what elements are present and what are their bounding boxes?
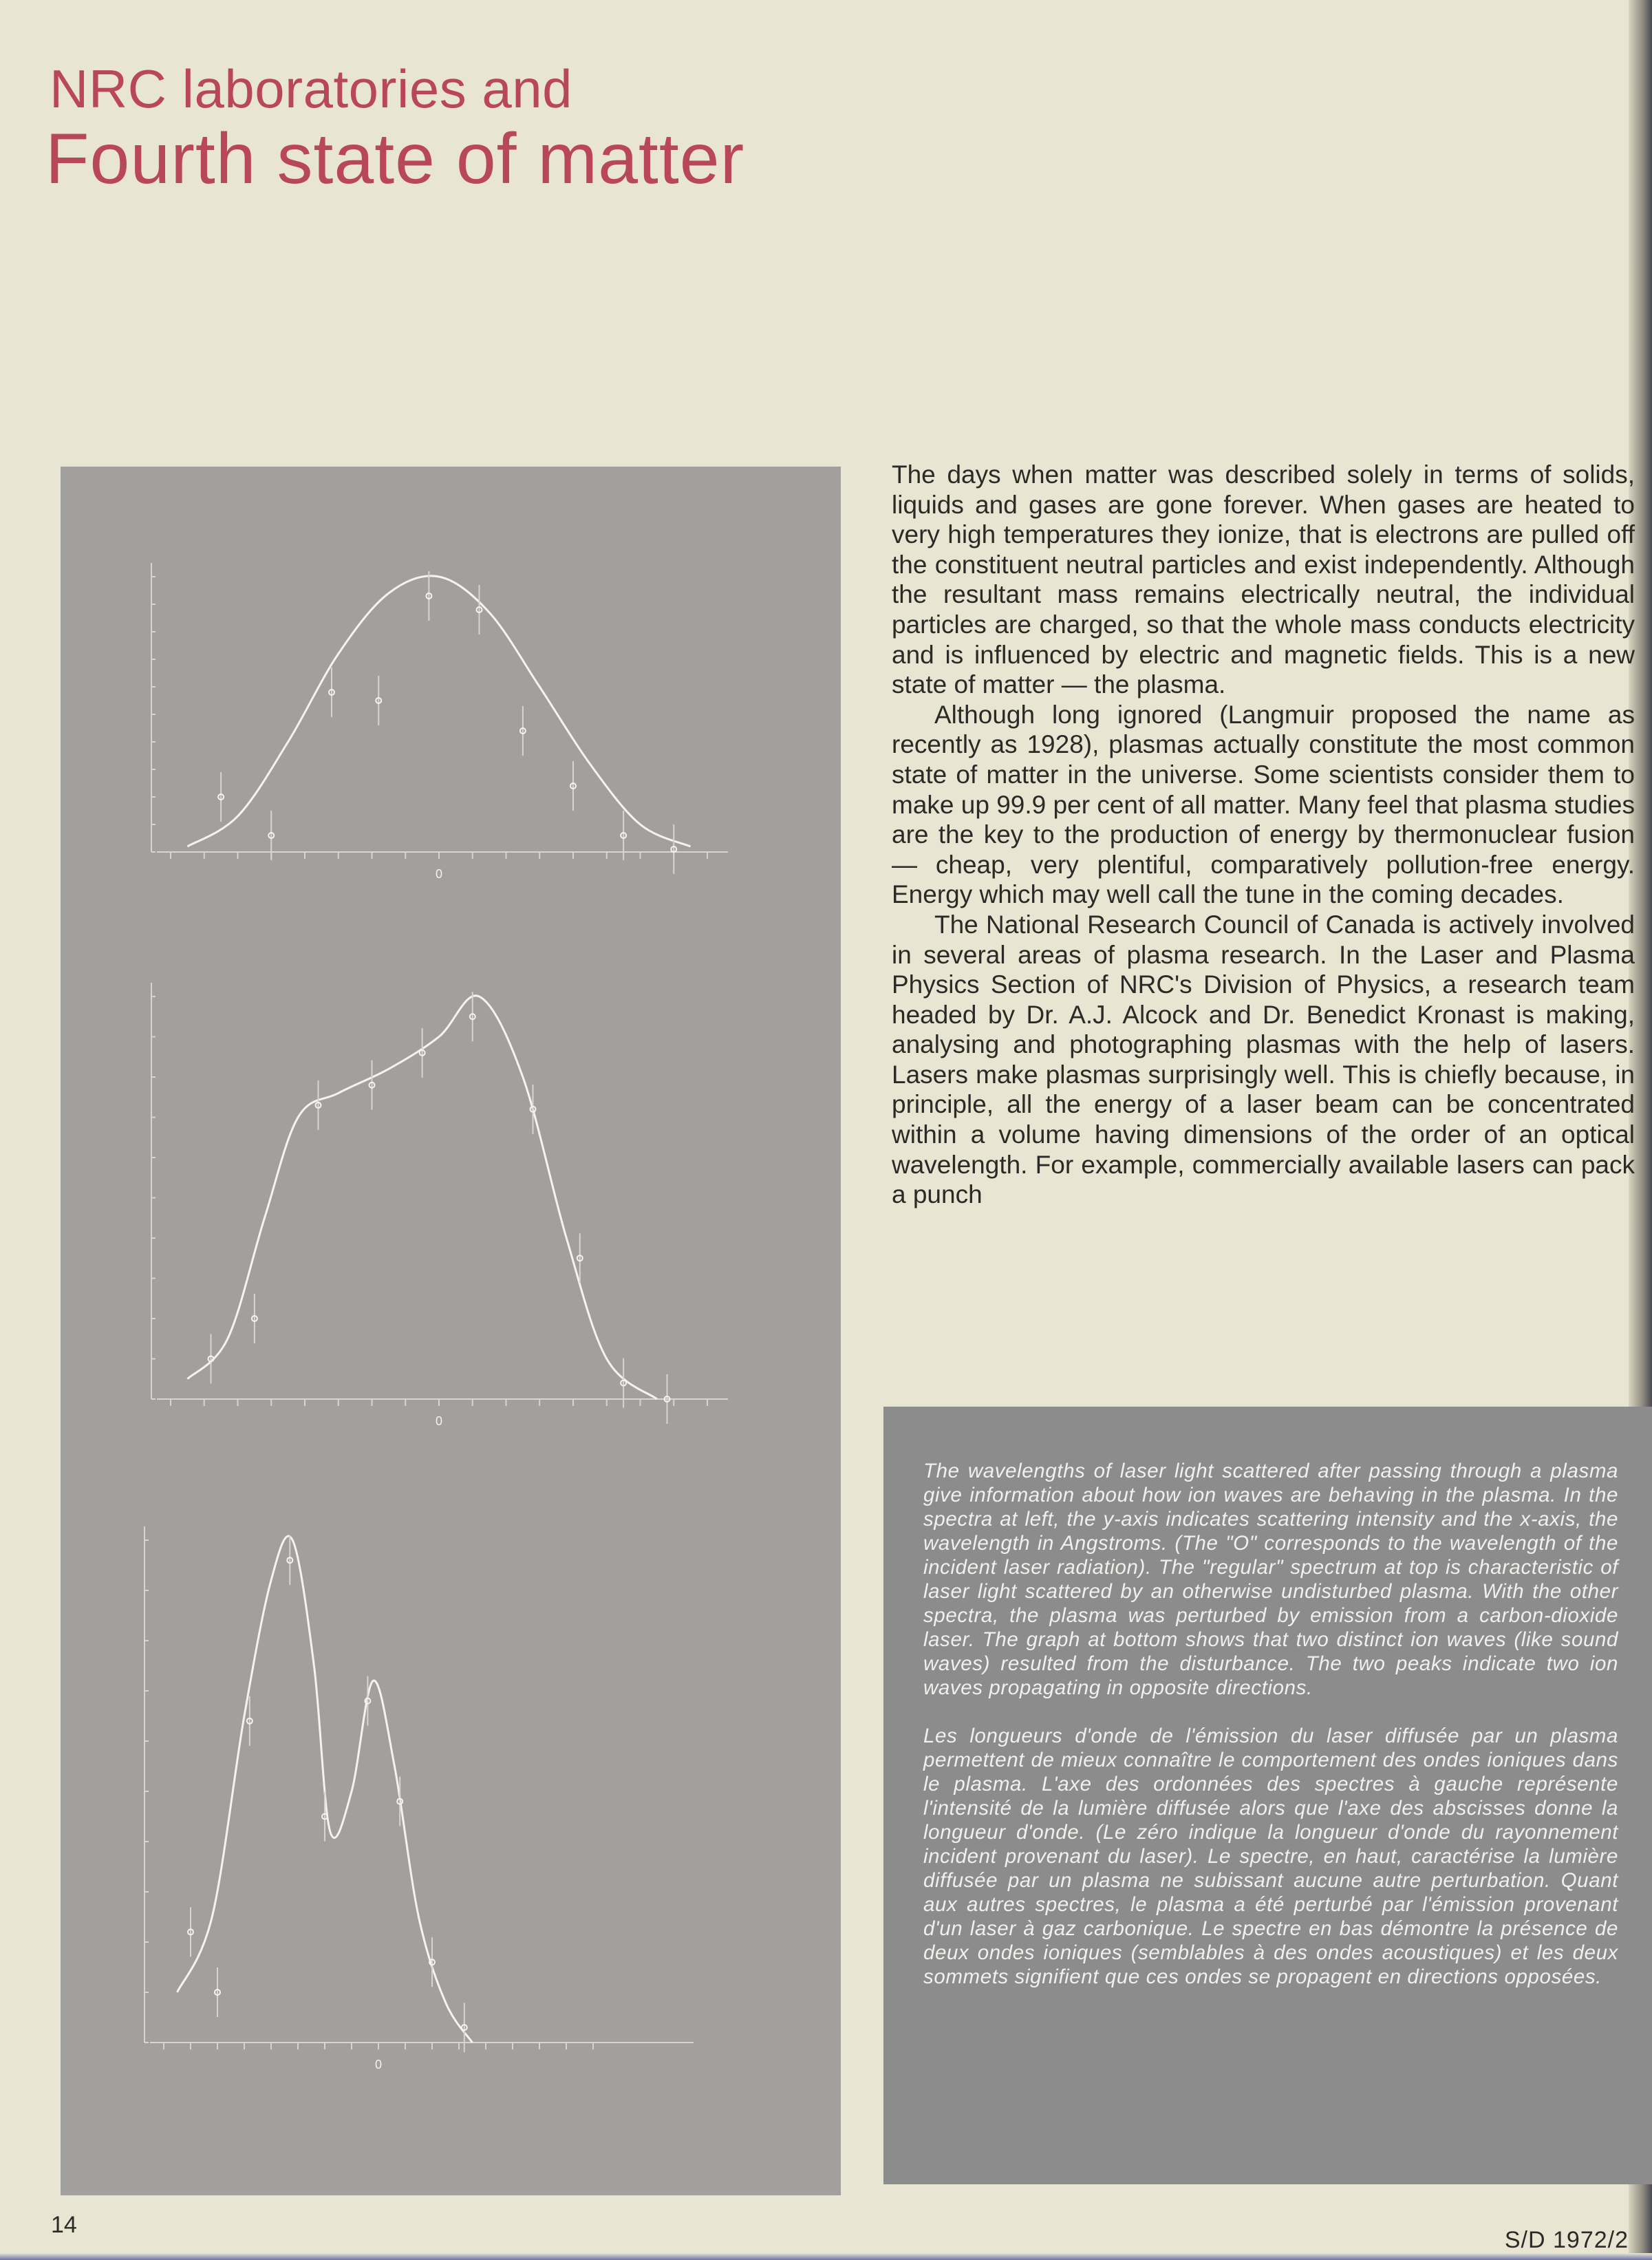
caption-french: Les longueurs d'onde de l'émission du laser diffusée par un plasma permettent de mieux connaître le comportement des ondes ioniques dans le plasma. L'axe des ordonnées des spectres à gauche représente l'intensité de la lumière diffusée alors que l'axe des abscisses donne la longueur d'onde. (Le zéro indique la longueur d'onde du rayonnement incident provenant du laser). Le spectre, en haut, caractérise la lumière diffusée par un plasma ne subissant aucune autre perturbation. Quant aux autres spectres, le plasma a été perturbé par l'émission provenant d'un laser à gaz carbonique. Le spectre en bas démontre la présence de deux ondes ioniques (semblables à des ondes acoustiques) et les deux sommets signifient que ces ondes se propagent en directions opposées. <box>923 1725 1618 1988</box>
zero-tick-label: 0 <box>374 2058 383 2071</box>
body-paragraph: The days when matter was described solely in terms of solids, liquids and gases are gone forever. When gases are heated to very high temperatures they ionize, that is electrons are pulled off the constituent neutral particles and exist independently. Although the resultant mass remains electrically neutral, the individual particles are charged, so that the whole mass conducts electricity and is influenced by electric and magnetic fields. This is a new state of matter — the plasma. <box>892 460 1635 699</box>
page-number: 14 <box>51 2212 77 2238</box>
article-body <box>892 460 1635 1210</box>
caption-english: The wavelengths of laser light scattered after passing through a plasma give information about how ion waves are behaving in the plasma. In the spectra at left, the y-axis indicates scattering intensity and the x-axis, the wavelength in Angstroms. (The "O" corresponds to the wavelength of the incident laser radiation). The "regular" spectrum at top is characteristic of laser light scattered by an otherwise undisturbed plasma. With the other spectra, the plasma was perturbed by emission from a carbon-dioxide laser. The graph at bottom shows that two distinct ion waves (like sound waves) resulted from the disturbance. The two peaks indicate two ion waves propagating in opposite directions. <box>923 1460 1618 1699</box>
page-title: Fourth state of matter <box>45 119 745 199</box>
body-paragraph: The National Research Council of Canada is actively involved in several areas of plasma research. In the Laser and Plasma Physics Section of NRC's Division of Physics, a research team headed by Dr. A.J. Alcock and Dr. Benedict Kronast is making, analysing and photographing plasmas with the help of lasers. Lasers make plasmas surprisingly well. This is chiefly because, in principle, all the energy of a laser beam can be concentrated within a volume having dimensions of the order of an optical wavelength. For example, commercially available lasers can pack a punch <box>892 910 1635 1209</box>
zero-tick-label: 0 <box>435 867 443 881</box>
spectrum-curve-3 <box>178 1536 473 2043</box>
figure-caption <box>923 1459 1618 1989</box>
page-bottom-edge <box>0 2253 1652 2260</box>
zero-tick-label: 0 <box>435 1414 443 1428</box>
spectra-plots <box>61 467 841 2195</box>
figure-caption-box <box>883 1407 1652 2184</box>
spectra-figure-panel <box>61 467 841 2195</box>
issue-label: S/D 1972/2 <box>1504 2227 1629 2253</box>
body-paragraph: Although long ignored (Langmuir proposed the name as recently as 1928), plasmas actually constitute the most common state of matter in the universe. Some scientists consider them to make up 99.9 per cent of all matter. Many feel that plasma studies are the key to the production of energy by thermonuclear fusion — cheap, very plentiful, comparatively pollution-free energy. Energy which may well call the tune in the coming decades. <box>892 700 1635 909</box>
spectrum-curve-1 <box>187 576 690 846</box>
section-kicker: NRC laboratories and <box>50 58 573 119</box>
